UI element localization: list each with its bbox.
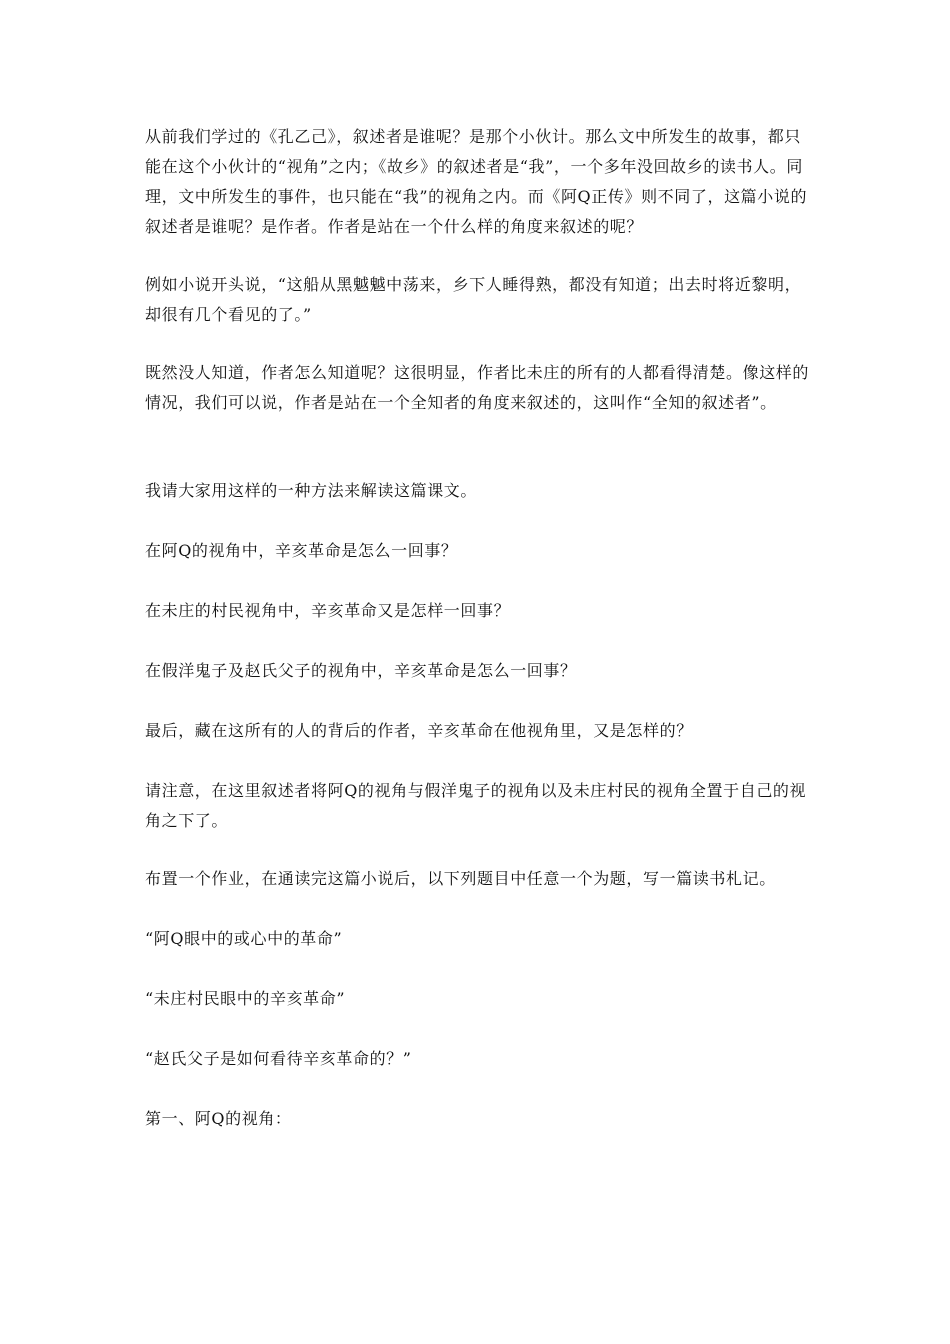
topic-zhao-revolution: “赵氏父子是如何看待辛亥革命的？”: [145, 1049, 412, 1068]
paragraph-novel-opening-example: 例如小说开头说，“这船从黑魆魆中荡来，乡下人睡得熟，都没有知道；出去时将近黎明，却很有几个看见的了。”: [145, 275, 802, 324]
question-aq-perspective: 在阿Q的视角中，辛亥革命是怎么一回事？: [145, 541, 458, 560]
paragraph-narrator-intro: 从前我们学过的《孔乙己》，叙述者是谁呢？是那个小伙计。那么文中所发生的故事，都只能在这个小伙计的“视角”之内；《故乡》的叙述者是“我”，一个多年没回故乡的读书人。同理，文中所发生的事件，也只能在“我”的视角之内。而《阿Q正传》则不同了，这篇小说的叙述者是谁呢？是作者。作者是站在一个什么样的角度来叙述的呢？: [145, 127, 808, 236]
paragraph-reading-method: 我请大家用这样的一种方法来解读这篇课文。: [145, 481, 478, 500]
paragraph-omniscient-narrator: 既然没人知道，作者怎么知道呢？这很明显，作者比未庄的所有的人都看得清楚。像这样的情况，我们可以说，作者是站在一个全知者的角度来叙述的，这叫作“全知的叙述者”。: [145, 363, 810, 412]
question-zhao-perspective: 在假洋鬼子及赵氏父子的视角中，辛亥革命是怎么一回事？: [145, 661, 577, 680]
question-villagers-perspective: 在未庄的村民视角中，辛亥革命又是怎样一回事？: [145, 601, 511, 620]
paragraph-note: 请注意，在这里叙述者将阿Q的视角与假洋鬼子的视角以及未庄村民的视角全置于自己的视角之下了。: [145, 781, 807, 830]
topic-aq-revolution: “阿Q眼中的或心中的革命”: [145, 929, 343, 948]
question-author-perspective: 最后，藏在这所有的人的背后的作者，辛亥革命在他视角里，又是怎样的？: [145, 721, 693, 740]
document-body: [145, 122, 810, 1164]
paragraph-assignment: 布置一个作业，在通读完这篇小说后，以下列题目中任意一个为题，写一篇读书札记。: [145, 869, 776, 888]
section-heading-aq-perspective: 第一、阿Q的视角：: [145, 1109, 292, 1128]
topic-villagers-revolution: “未庄村民眼中的辛亥革命”: [145, 989, 346, 1008]
